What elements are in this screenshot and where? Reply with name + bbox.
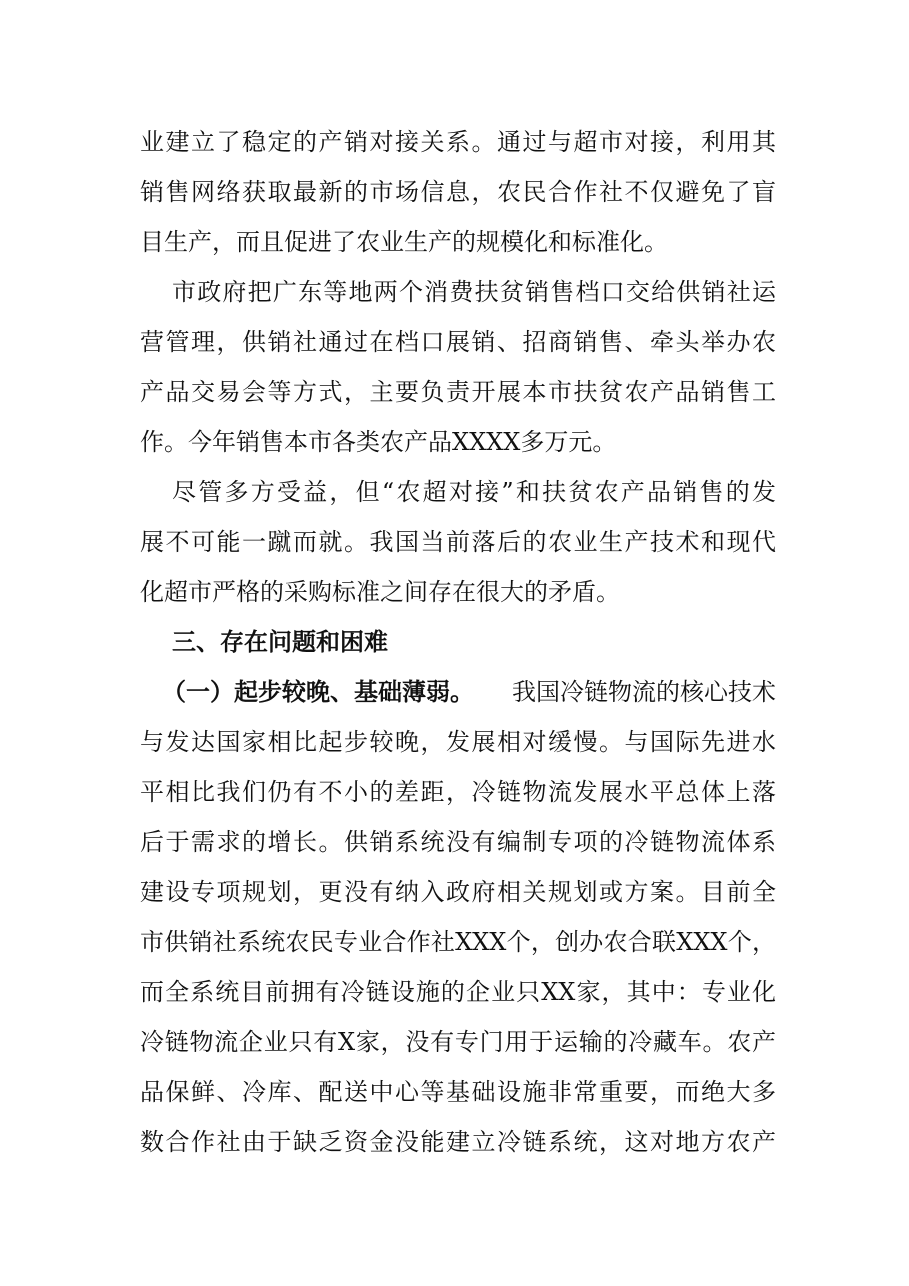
paragraph-3-line-3: 化超市严格的采购标准之间存在很大的矛盾。 (140, 578, 620, 606)
subsection-first-line-text: 我国冷链物流的核心技术 (512, 678, 776, 706)
subsection-first-line (162, 677, 776, 707)
paragraph-1-line-2: 销售网络获取最新的市场信息，农民合作社不仅避免了盲 (140, 178, 776, 206)
subsection-line-10: 数合作社由于缺乏资金没能建立冷链系统，这对地方农产 (140, 1128, 776, 1156)
paragraph-2-line-4: 作。今年销售本市各类农产品XXXX多万元。 (140, 428, 617, 456)
subsection-title: （一）起步较晚、基础薄弱。 (162, 678, 474, 706)
paragraph-1-line-3: 目生产，而且促进了农业生产的规模化和标准化。 (140, 228, 668, 256)
subsection-line-8: 冷链物流企业只有X家，没有专门用于运输的冷藏车。农产 (140, 1028, 776, 1056)
section-heading: 三、存在问题和困难 (172, 628, 388, 656)
paragraph-1-line-1: 业建立了稳定的产销对接关系。通过与超市对接，利用其 (140, 128, 776, 156)
paragraph-3-line-2: 展不可能一蹴而就。我国当前落后的农业生产技术和现代 (140, 528, 776, 556)
subsection-line-7: 而全系统目前拥有冷链设施的企业只XX家，其中：专业化 (140, 978, 776, 1006)
subsection-line-6: 市供销社系统农民专业合作社XXX个，创办农合联XXX个， (140, 928, 776, 956)
paragraph-2-line-1: 市政府把广东等地两个消费扶贫销售档口交给供销社运 (172, 278, 776, 306)
subsection-line-9: 品保鲜、冷库、配送中心等基础设施非常重要，而绝大多 (140, 1078, 776, 1106)
subsection-line-5: 建设专项规划，更没有纳入政府相关规划或方案。目前全 (140, 878, 776, 906)
paragraph-2-line-3: 产品交易会等方式，主要负责开展本市扶贫农产品销售工 (140, 378, 776, 406)
paragraph-3-line-1: 尽管多方受益，但“农超对接”和扶贫农产品销售的发 (172, 478, 776, 506)
subsection-line-3: 平相比我们仍有不小的差距，冷链物流发展水平总体上落 (140, 778, 776, 806)
subsection-line-4: 后于需求的增长。供销系统没有编制专项的冷链物流体系 (140, 828, 776, 856)
paragraph-2-line-2: 营管理，供销社通过在档口展销、招商销售、牵头举办农 (140, 328, 776, 356)
subsection-line-2: 与发达国家相比起步较晚，发展相对缓慢。与国际先进水 (140, 728, 776, 756)
